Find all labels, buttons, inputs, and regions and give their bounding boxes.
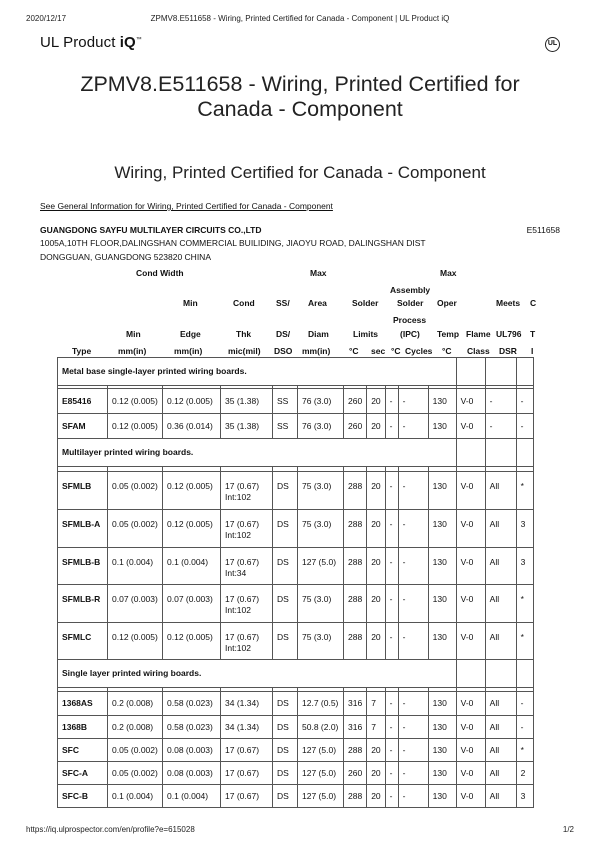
cell-solder-sec: 20 [367, 785, 385, 808]
cell-solder-sec: 20 [367, 585, 385, 623]
cell-min-width: 0.12 (0.005) [108, 623, 163, 660]
cell-max-diam: 76 (3.0) [298, 414, 344, 439]
cell-flame-class: V-0 [456, 414, 485, 439]
header-i: I [531, 346, 534, 356]
cell-process-temp: - [385, 716, 398, 739]
cell-ss-ds: DS [273, 762, 298, 785]
header-c: C [530, 298, 537, 308]
cell-solder-sec: 20 [367, 389, 385, 414]
header-meets: Meets [496, 298, 521, 308]
cell-ss-ds: SS [273, 389, 298, 414]
cell-type: SFMLC [58, 623, 108, 660]
header-process: Process [393, 315, 427, 325]
cell-process-cycles: - [398, 414, 428, 439]
cell-process-temp: - [385, 785, 398, 808]
cell-flame-class: V-0 [456, 510, 485, 548]
cell-min-width: 0.12 (0.005) [108, 414, 163, 439]
cell-cond-thk [221, 623, 273, 660]
header-diam: Diam [308, 329, 329, 339]
section-title: Multilayer printed wiring boards. [58, 439, 457, 467]
cell-cti: * [516, 472, 533, 510]
cell-cti: * [516, 623, 533, 660]
brand-bold: iQ [119, 34, 136, 51]
cell-max-diam: 75 (3.0) [298, 510, 344, 548]
cell-ss-ds: DS [273, 692, 298, 716]
cell-process-temp: - [385, 692, 398, 716]
cell-oper-temp: 130 [428, 692, 456, 716]
header-solder: Solder [352, 298, 379, 308]
header-edge-units: mm(in) [174, 346, 203, 356]
brand-logo[interactable] [40, 34, 142, 51]
cell-solder-temp: 260 [344, 414, 367, 439]
cell-oper-temp: 130 [428, 716, 456, 739]
brand-tm: ™ [135, 37, 142, 43]
empty-cell [456, 439, 485, 467]
header-solder-sec: sec [371, 346, 386, 356]
cell-ss-ds: DS [273, 623, 298, 660]
cell-ul796-dsr: All [485, 472, 516, 510]
cell-solder-sec: 20 [367, 510, 385, 548]
cell-solder-temp: 288 [344, 623, 367, 660]
cell-flame-class: V-0 [456, 472, 485, 510]
cell-edge-width: 0.1 (0.004) [163, 785, 221, 808]
cell-oper-temp: 130 [428, 472, 456, 510]
cell-cond-thk: 34 (1.34) [221, 692, 273, 716]
cell-edge-width: 0.58 (0.023) [163, 716, 221, 739]
cell-max-diam: 127 (5.0) [298, 548, 344, 585]
cell-cti: 3 [516, 548, 533, 585]
cell-process-temp: - [385, 389, 398, 414]
table-row [58, 389, 534, 414]
cell-oper-temp: 130 [428, 785, 456, 808]
empty-cell [456, 358, 485, 386]
cell-solder-sec: 20 [367, 414, 385, 439]
cell-thk-internal: Int:34 [225, 568, 247, 578]
cell-max-diam: 127 (5.0) [298, 785, 344, 808]
header-min: Min [183, 298, 198, 308]
cell-flame-class: V-0 [456, 739, 485, 762]
general-information-link[interactable]: See General Information for Wiring, Printed Certified for Canada - Component [40, 201, 333, 211]
section-header-row [58, 439, 534, 467]
header-min-2: Min [126, 329, 141, 339]
header-oper: Oper [437, 298, 457, 308]
cell-ss-ds: DS [273, 716, 298, 739]
cell-cond-thk [221, 585, 273, 623]
cell-min-width: 0.2 (0.008) [108, 716, 163, 739]
cell-process-cycles: - [398, 623, 428, 660]
cell-ss-ds: DS [273, 510, 298, 548]
cell-solder-temp: 288 [344, 585, 367, 623]
cell-edge-width: 0.1 (0.004) [163, 548, 221, 585]
header-solder-c: °C [349, 346, 359, 356]
cell-process-cycles: - [398, 762, 428, 785]
header-type: Type [72, 346, 92, 356]
company-address-line1: 1005A,10TH FLOOR,DALINGSHAN COMMERCIAL BUILIDING, JIAOYU ROAD, DALINGSHAN DIST [40, 238, 426, 248]
cell-flame-class: V-0 [456, 389, 485, 414]
cell-max-diam: 12.7 (0.5) [298, 692, 344, 716]
header-ss: SS/ [276, 298, 290, 308]
header-process-c: °C [391, 346, 401, 356]
category-subtitle: Wiring, Printed Certified for Canada - Component [114, 163, 486, 182]
header-cond: Cond [233, 298, 255, 308]
cell-ss-ds: DS [273, 472, 298, 510]
cell-cti: 2 [516, 762, 533, 785]
cell-cti: 3 [516, 785, 533, 808]
cell-thk-internal: Int:102 [225, 492, 251, 502]
cell-edge-width: 0.12 (0.005) [163, 510, 221, 548]
empty-cell [516, 439, 533, 467]
cell-type: SFMLB-A [58, 510, 108, 548]
cell-thk-value: 17 (0.67) [225, 594, 260, 604]
cell-type: 1368AS [58, 692, 108, 716]
cell-edge-width: 0.08 (0.003) [163, 762, 221, 785]
empty-cell [516, 660, 533, 688]
cell-min-width: 0.2 (0.008) [108, 692, 163, 716]
cell-edge-width: 0.58 (0.023) [163, 692, 221, 716]
cell-thk-value: 17 (0.67) [225, 519, 260, 529]
header-ipc: (IPC) [400, 329, 420, 339]
cell-min-width: 0.05 (0.002) [108, 472, 163, 510]
header-thk-units: mic(mil) [228, 346, 261, 356]
cell-type: SFMLB-B [58, 548, 108, 585]
cell-ul796-dsr: All [485, 739, 516, 762]
cell-cti: - [516, 414, 533, 439]
cell-edge-width: 0.12 (0.005) [163, 389, 221, 414]
cell-process-temp: - [385, 739, 398, 762]
cell-cond-thk: 34 (1.34) [221, 716, 273, 739]
table-row [58, 548, 534, 585]
cell-process-cycles: - [398, 472, 428, 510]
cell-min-width: 0.05 (0.002) [108, 510, 163, 548]
cell-process-cycles: - [398, 739, 428, 762]
cell-min-width: 0.05 (0.002) [108, 739, 163, 762]
cell-process-temp: - [385, 585, 398, 623]
cell-flame-class: V-0 [456, 623, 485, 660]
header-edge: Edge [180, 329, 201, 339]
cell-min-width: 0.07 (0.003) [108, 585, 163, 623]
cell-type: 1368B [58, 716, 108, 739]
cell-process-temp: - [385, 414, 398, 439]
footer-url[interactable]: https://iq.ulprospector.com/en/profile?e=615028 [26, 825, 195, 834]
cell-oper-temp: 130 [428, 739, 456, 762]
header-cycles: Cycles [405, 346, 433, 356]
empty-cell [485, 439, 516, 467]
cell-process-cycles: - [398, 585, 428, 623]
cell-cond-thk: 35 (1.38) [221, 414, 273, 439]
table-row [58, 414, 534, 439]
table-row [58, 472, 534, 510]
cell-process-cycles: - [398, 716, 428, 739]
cell-ss-ds: DS [273, 785, 298, 808]
cell-solder-temp: 316 [344, 716, 367, 739]
cell-process-temp: - [385, 762, 398, 785]
cell-solder-sec: 20 [367, 548, 385, 585]
cell-min-width: 0.1 (0.004) [108, 785, 163, 808]
table-row [58, 785, 534, 808]
header-min-units: mm(in) [118, 346, 147, 356]
cell-ss-ds: DS [273, 585, 298, 623]
cell-solder-temp: 288 [344, 739, 367, 762]
cell-cond-thk [221, 510, 273, 548]
header-diam-units: mm(in) [302, 346, 331, 356]
cell-solder-temp: 288 [344, 472, 367, 510]
cell-cti: - [516, 716, 533, 739]
table-row [58, 692, 534, 716]
cell-solder-temp: 288 [344, 785, 367, 808]
cell-edge-width: 0.36 (0.014) [163, 414, 221, 439]
cell-process-cycles: - [398, 548, 428, 585]
cell-process-cycles: - [398, 692, 428, 716]
section-title: Single layer printed wiring boards. [58, 660, 457, 688]
cell-ul796-dsr: - [485, 414, 516, 439]
cell-type: SFC [58, 739, 108, 762]
cell-max-diam: 75 (3.0) [298, 472, 344, 510]
cell-cti: * [516, 739, 533, 762]
cell-cond-thk: 17 (0.67) [221, 739, 273, 762]
cell-max-diam: 127 (5.0) [298, 762, 344, 785]
cell-process-temp: - [385, 472, 398, 510]
cell-ul796-dsr: All [485, 585, 516, 623]
cell-ss-ds: SS [273, 414, 298, 439]
cell-ss-ds: DS [273, 548, 298, 585]
cell-cti: 3 [516, 510, 533, 548]
cell-process-cycles: - [398, 510, 428, 548]
cell-ul796-dsr: All [485, 762, 516, 785]
company-address-line2: DONGGUAN, GUANGDONG 523820 CHINA [40, 252, 211, 262]
cell-edge-width: 0.12 (0.005) [163, 472, 221, 510]
cell-type: SFC-A [58, 762, 108, 785]
cell-min-width: 0.05 (0.002) [108, 762, 163, 785]
cell-ul796-dsr: All [485, 692, 516, 716]
cell-edge-width: 0.07 (0.003) [163, 585, 221, 623]
cell-cti: - [516, 389, 533, 414]
cell-edge-width: 0.08 (0.003) [163, 739, 221, 762]
cell-solder-sec: 20 [367, 623, 385, 660]
header-flame: Flame [466, 329, 491, 339]
cell-thk-internal: Int:102 [225, 530, 251, 540]
header-thk: Thk [236, 329, 252, 339]
header-temp-c: °C [442, 346, 452, 356]
cell-cond-thk: 17 (0.67) [221, 785, 273, 808]
cell-solder-sec: 7 [367, 716, 385, 739]
cell-solder-temp: 316 [344, 692, 367, 716]
cell-oper-temp: 130 [428, 762, 456, 785]
cell-process-temp: - [385, 623, 398, 660]
table-row [58, 762, 534, 785]
cell-cti: - [516, 692, 533, 716]
ul-mark-icon: UL [545, 37, 560, 52]
cell-thk-internal: Int:102 [225, 643, 251, 653]
cell-oper-temp: 130 [428, 623, 456, 660]
cell-solder-sec: 20 [367, 762, 385, 785]
cell-oper-temp: 130 [428, 414, 456, 439]
cell-flame-class: V-0 [456, 548, 485, 585]
header-t: T [530, 329, 536, 339]
cell-flame-class: V-0 [456, 762, 485, 785]
cell-flame-class: V-0 [456, 692, 485, 716]
empty-cell [456, 660, 485, 688]
cell-ul796-dsr: All [485, 623, 516, 660]
empty-cell [485, 358, 516, 386]
cell-type: SFC-B [58, 785, 108, 808]
header-assembly-solder: Solder [397, 298, 424, 308]
print-header [26, 14, 574, 26]
cell-type: E85416 [58, 389, 108, 414]
cell-ul796-dsr: All [485, 716, 516, 739]
cell-solder-sec: 20 [367, 739, 385, 762]
cell-min-width: 0.12 (0.005) [108, 389, 163, 414]
empty-cell [516, 358, 533, 386]
cell-type: SFMLB-R [58, 585, 108, 623]
table-row [58, 623, 534, 660]
cell-solder-temp: 260 [344, 762, 367, 785]
header-temp: Temp [437, 329, 460, 339]
cell-flame-class: V-0 [456, 716, 485, 739]
cell-cond-thk [221, 472, 273, 510]
cell-ul796-dsr: - [485, 389, 516, 414]
cell-flame-class: V-0 [456, 785, 485, 808]
cell-max-diam: 50.8 (2.0) [298, 716, 344, 739]
cell-oper-temp: 130 [428, 510, 456, 548]
cell-edge-width: 0.12 (0.005) [163, 623, 221, 660]
cell-ul796-dsr: All [485, 510, 516, 548]
header-limits: Limits [353, 329, 379, 339]
cell-cond-thk: 17 (0.67) [221, 762, 273, 785]
cell-solder-sec: 20 [367, 472, 385, 510]
cell-flame-class: V-0 [456, 585, 485, 623]
section-header-row [58, 358, 534, 386]
cell-max-diam: 75 (3.0) [298, 585, 344, 623]
header-max-2: Max [440, 268, 457, 278]
header-assembly: Assembly [390, 285, 431, 295]
table-row [58, 510, 534, 548]
empty-cell [485, 660, 516, 688]
cell-oper-temp: 130 [428, 389, 456, 414]
cell-thk-value: 17 (0.67) [225, 481, 260, 491]
section-header-row [58, 660, 534, 688]
cell-ul796-dsr: All [485, 548, 516, 585]
cell-max-diam: 127 (5.0) [298, 739, 344, 762]
header-area: Area [308, 298, 327, 308]
cell-oper-temp: 130 [428, 548, 456, 585]
header-cond-width: Cond Width [136, 268, 184, 278]
cell-thk-value: 17 (0.67) [225, 632, 260, 642]
cell-cti: * [516, 585, 533, 623]
cell-min-width: 0.1 (0.004) [108, 548, 163, 585]
print-page-title: ZPMV8.E511658 - Wiring, Printed Certified for Canada - Component | UL Product iQ [150, 14, 450, 23]
cell-type: SFMLB [58, 472, 108, 510]
brand-text: UL Product [40, 34, 120, 51]
cell-max-diam: 76 (3.0) [298, 389, 344, 414]
cell-type: SFAM [58, 414, 108, 439]
company-name: GUANGDONG SAYFU MULTILAYER CIRCUITS CO.,LTD [40, 225, 262, 235]
section-title: Metal base single-layer printed wiring boards. [58, 358, 457, 386]
cell-oper-temp: 130 [428, 585, 456, 623]
cell-process-temp: - [385, 548, 398, 585]
cell-solder-temp: 260 [344, 389, 367, 414]
cell-process-temp: - [385, 510, 398, 548]
table-row [58, 585, 534, 623]
print-date: 2020/12/17 [26, 14, 67, 23]
cell-solder-sec: 7 [367, 692, 385, 716]
header-ul796: UL796 [496, 329, 522, 339]
header-dsr: DSR [499, 346, 517, 356]
table-row [58, 716, 534, 739]
cell-ul796-dsr: All [485, 785, 516, 808]
cell-process-cycles: - [398, 389, 428, 414]
cell-max-diam: 75 (3.0) [298, 623, 344, 660]
cell-cond-thk [221, 548, 273, 585]
cell-cond-thk: 35 (1.38) [221, 389, 273, 414]
header-max: Max [310, 268, 327, 278]
file-number: E511658 [526, 225, 560, 235]
cell-process-cycles: - [398, 785, 428, 808]
cell-thk-value: 17 (0.67) [225, 557, 260, 567]
header-class: Class [467, 346, 490, 356]
cell-solder-temp: 288 [344, 548, 367, 585]
header-dso: DSO [274, 346, 293, 356]
cell-solder-temp: 288 [344, 510, 367, 548]
ratings-table [57, 357, 534, 808]
page-title: ZPMV8.E511658 - Wiring, Printed Certified for Canada - Component [80, 72, 520, 121]
table-row [58, 739, 534, 762]
cell-ss-ds: DS [273, 739, 298, 762]
page-number: 1/2 [562, 825, 574, 834]
header-ds: DS/ [276, 329, 291, 339]
cell-thk-internal: Int:102 [225, 605, 251, 615]
